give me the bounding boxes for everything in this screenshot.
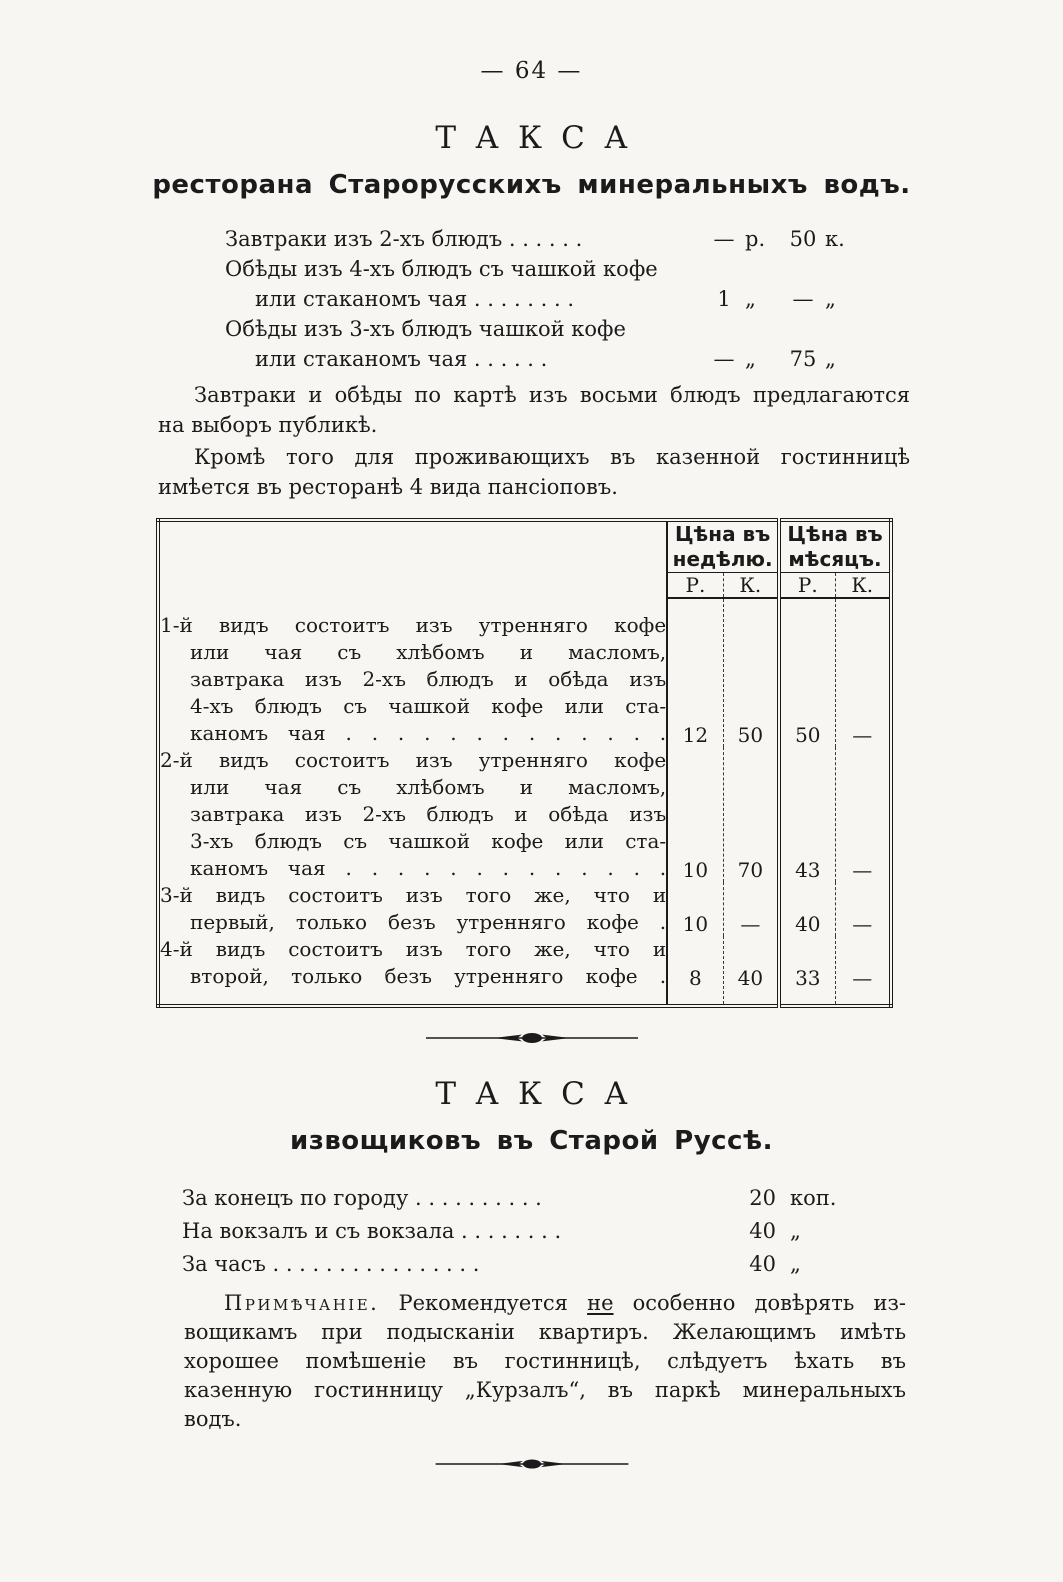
price-item-label: Завтраки изъ 2-хъ блюдъ . . . . . . [225,227,583,251]
note-text: Рекомендуется [398,1291,568,1315]
price-kopeks-unit [825,314,855,344]
description-line: каномъ чая . . . . . . . . . . . . . [190,721,667,745]
description-line: или чая съ хлѣбомъ и масломъ, [190,640,667,664]
cab-price-list [150,1182,913,1281]
month-kopeks-value: — [852,912,873,936]
note-line: казенную гостинницу „Курзалъ“, въ паркѣ минеральныхъ [184,1378,906,1402]
table-row [158,598,891,747]
price-item-label: или стаканомъ чая . . . . . . [255,347,548,371]
price-row [225,314,913,344]
table-header-row [158,520,891,573]
restaurant-taksa-title: ТАКСА [435,120,647,156]
restaurant-taksa-subtitle: ресторана Старорусскихъ минеральныхъ водъ. [152,170,911,200]
description-line: или чая съ хлѣбомъ и масломъ, [190,775,667,799]
description-line: завтрака изъ 2-хъ блюдъ и обѣда изъ [190,802,667,826]
price-item-label: На вокзалъ и съ вокзала . . . . . . . . [182,1219,562,1243]
note-label: Примѣчаніе. [224,1291,380,1315]
week-rubles-value: 12 [667,598,723,747]
note-text: особенно довѣрять из- [632,1291,907,1315]
price-rubles-unit: р. [745,227,766,251]
price-rubles: — [713,347,735,371]
price-item-label: Обѣды изъ 3-хъ блюдъ чашкой кофе [225,317,626,341]
week-kopeks-value: 70 [737,858,764,882]
price-kopeks-unit [825,254,855,284]
price-rubles-unit: „ [745,347,756,371]
paragraph-line: Кромѣ того для проживающихъ въ казенной гостинницѣ [194,445,910,469]
description-line: 4-хъ блюдъ съ чашкой кофе или ста- [190,694,667,718]
table-header-kop: К. [835,573,891,599]
note-underlined-word: не [587,1291,614,1315]
table-row [158,747,891,882]
price-item-label: Обѣды изъ 4-хъ блюдъ съ чашкой кофе [225,257,658,281]
note-line [184,1289,906,1318]
note-line: хорошее помѣшеніе въ гостинницѣ, слѣдуетъ ѣхать въ [184,1349,906,1373]
description-line: 3-хъ блюдъ съ чашкой кофе или ста- [190,829,667,853]
description-line: 4-й видъ состоитъ изъ того же, что и [160,937,667,961]
week-kopeks-value: 40 [737,966,764,990]
price-row [182,1182,913,1215]
paragraph-menu-offer [158,380,910,440]
note-line: водъ. [184,1407,242,1431]
pension-price-table [156,518,893,1008]
week-kopeks-value: — [740,912,761,936]
price-rubles-unit [745,314,781,344]
week-rubles-value: 10 [667,882,723,936]
description-line: второй, только безъ утренняго кофе . [190,964,667,988]
price-row [182,1215,913,1248]
month-rubles-value: 50 [779,598,835,747]
table-row [158,882,891,936]
price-value: 40 [749,1219,776,1243]
month-rubles-value: 43 [779,747,835,882]
description-line: 3-й видъ состоитъ изъ того же, что и [160,883,667,907]
table-header-month: Цѣна въ мѣсяцъ. [779,520,891,573]
pension-type-description [158,936,667,1006]
price-item-label: или стаканомъ чая . . . . . . . . [255,287,575,311]
price-kopeks [781,254,825,284]
price-row [225,224,913,254]
price-rubles [703,314,745,344]
price-rubles-unit: „ [745,287,756,311]
cab-taksa-title: ТАКСА [435,1076,647,1112]
table-header-kop: К. [723,573,779,599]
pension-type-description [158,598,667,747]
note-paragraph [184,1289,906,1434]
paragraph-pension-intro [158,442,910,502]
price-item-label: За часъ . . . . . . . . . . . . . . . . [182,1252,480,1276]
price-value: 20 [749,1186,776,1210]
table-header-rub: Р. [667,573,723,599]
page-number: — 64 — [480,58,583,84]
restaurant-price-list [150,224,913,374]
note-line: вощикамъ при подысканіи квартиръ. Желающимъ имѣть [184,1320,906,1344]
description-line: первый, только безъ утренняго кофе . [190,910,667,934]
price-unit: „ [790,1219,801,1243]
month-rubles-value: 33 [779,936,835,1006]
table-header-desc-cell [158,520,667,598]
week-kopeks-value: 50 [737,723,764,747]
table-header-week: Цѣна въ недѣлю. [667,520,779,573]
description-line: 2-й видъ состоитъ изъ утренняго кофе [160,748,667,772]
price-kopeks: 50 [789,227,817,251]
section-divider [150,1030,913,1050]
price-row [225,254,913,284]
price-rubles: — [713,227,735,251]
price-item-label: За конецъ по городу . . . . . . . . . . [182,1186,542,1210]
price-rubles [703,254,745,284]
month-kopeks-value: — [852,966,873,990]
price-rubles-unit [745,254,781,284]
price-kopeks: — [792,287,814,311]
price-kopeks-unit: к. [825,227,845,251]
description-line: каномъ чая . . . . . . . . . . . . . [190,856,667,880]
price-row [182,1248,913,1281]
section-divider [150,1456,913,1476]
price-kopeks: 75 [789,347,817,371]
price-rubles: 1 [717,287,731,311]
price-unit: „ [790,1252,801,1276]
cab-taksa-subtitle: извощиковъ въ Старой Руссѣ. [290,1126,773,1156]
month-kopeks-value: — [852,723,873,747]
week-rubles-value: 8 [667,936,723,1006]
price-row [225,284,913,314]
price-kopeks-unit: „ [825,287,836,311]
description-line: завтрака изъ 2-хъ блюдъ и обѣда изъ [190,667,667,691]
divider-ornament-icon [432,1456,632,1472]
paragraph-line: имѣется въ ресторанѣ 4 вида пансіоповъ. [158,475,618,499]
price-unit: коп. [790,1186,837,1210]
week-rubles-value: 10 [667,747,723,882]
price-kopeks-unit: „ [825,347,836,371]
price-row [225,344,913,374]
table-header-rub: Р. [779,573,835,599]
paragraph-line: на выборъ публикѣ. [158,413,378,437]
month-kopeks-value: — [852,858,873,882]
description-line: 1-й видъ состоитъ изъ утренняго кофе [160,613,667,637]
paragraph-line: Завтраки и обѣды по картѣ изъ восьми блюдъ предлагаются [194,383,910,407]
pension-type-description [158,882,667,936]
table-row [158,936,891,1006]
price-value: 40 [749,1252,776,1276]
divider-ornament-icon [422,1030,642,1046]
month-rubles-value: 40 [779,882,835,936]
pension-type-description [158,747,667,882]
price-kopeks [781,314,825,344]
